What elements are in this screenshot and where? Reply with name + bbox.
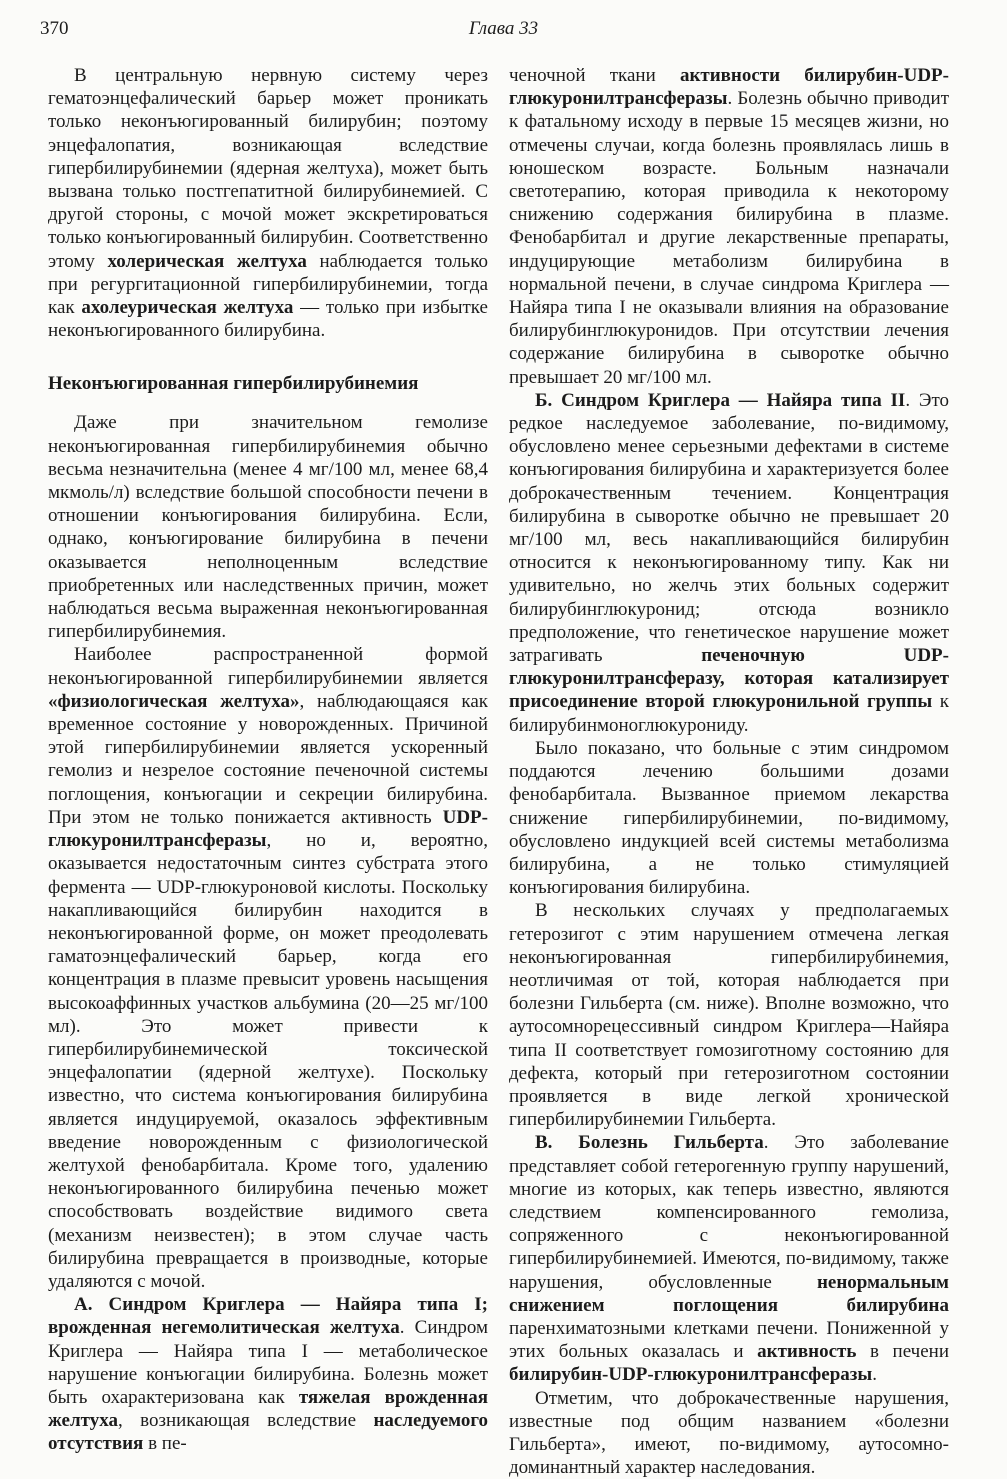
paragraph-crigler-najjar-2: Б. Синдром Криглера — Найяра типа II. Это редкое наследуемое заболевание, по-видимому, обусловлено менее серьезными дефектами в системе конъюгирования билирубина и характеризуется более доброкачественным течением. Концентрация билирубина в сыворотке обычно не превышает 20 мг/100 мл, весь накапливающийся билирубин относится к неконъюгированному типу. Как ни удивительно, но желчь этих больных содержит билирубинглюкуронид; отсюда возникло предположение, что генетическое нарушение может затрагивать печеночную UDP-глюкуронилтрансферазу, которая катализирует присоединение второй глюкуронильной группы к билирубинмоноглюкурониду. <box>509 389 950 736</box>
paragraph-phenobarbital: Было показано, что больные с этим синдромом поддаются лечению большими дозами фенобарбитала. Вызванное приемом лекарства снижение гипербилирубинемии, по-видимому, обусловлено индукцией всей системы метаболизма билирубина, а не только стимуляцией конъюгирования билирубина. <box>509 737 949 899</box>
paragraph-hemolysis: Даже при значительном гемолизе неконъюгированная гипербилирубинемия обычно весьма незначительна (менее 4 мг/100 мл, менее 68,4 мкмоль/л) вследствие большой способности печени в отношении конъюгирования билирубина. Если, однако, конъюгирование билирубина в печени оказывается неполноценным вследствие приобретенных или наследственных причин, может наблюдаться весьма выраженная неконъюгированная гипербилирубинемия. <box>48 412 488 643</box>
paragraph-gilbert: В. Болезнь Гильберта. Это заболевание представляет собой гетерогенную группу нарушений, многие из которых, как теперь известно, являются следствием компенсированного гемолиза, сопряженного с неконъюгированной гипербилирубинемией. Имеются, по-видимому, также нарушения, обусловленные ненормальным снижением поглощения билирубина паренхиматозными клетками печени. Пониженной у этих больных оказалась и активность в печени билирубин-UDP-глюкуронилтрансферазы. <box>509 1132 949 1386</box>
paragraph-crigler-najjar-1-continued: ченочной ткани активности билирубин-UDP-глюкуронилтрансферазы. Болезнь обычно приводит к фатальному исходу в первые 15 месяцев жизни, но отмечены случаи, когда болезнь проявлялась лишь в юношеском возрасте. Больным назначали светотерапию, которая приводила к некоторому снижению содержания билирубина в плазме. Фенобарбитал и другие лекарственные препараты, индуцирующие метаболизм билирубина в нормальной печени, в случае синдрома Криглера — Найяра типа I не оказывали влияния на образование билирубинглюкуронидов. При отсутствии лечения содержание билирубина в сыворотке обычно превышает 20 мг/100 мл. <box>509 65 949 388</box>
section-heading: Неконъюгированная гипербилирубинемия <box>48 373 419 395</box>
paragraph-crigler-najjar-1: А. Синдром Криглера — Найяра типа I; врожденная негемолитическая желтуха. Синдром Криглера — Найяра типа I — метаболическое нарушение конъюгации билирубина. Болезнь может быть охарактеризована как тяжелая врожденная желтуха, возникающая вследствие наследуемого отсутствия в пе- <box>48 1294 488 1455</box>
right-column <box>509 64 949 1479</box>
paragraph-inheritance: Отметим, что доброкачественные нарушения, известные под общим названием «болезни Гильберта», имеют, по-видимому, аутосомно-доминантный характер наследования. <box>509 1387 949 1479</box>
paragraph-cns-barrier: В центральную нервную систему через гематоэнцефалический барьер может проникать только неконъюгированный билирубин; поэтому энцефалопатия, возникающая вследствие гипербилирубинемии (ядерная желтуха), может быть вызвана только постгепатитной билирубинемией. С другой стороны, с мочой может экскретироваться только конъюгированный билирубин. Соответственно этому холерическая желтуха наблюдается только при регургитационной гипербилирубинемии, тогда как ахолеурическая желтуха — только при избытке неконъюгированного билирубина. <box>48 65 488 342</box>
paragraph-physiological-jaundice: Наиболее распространенной формой неконъюгированной гипербилирубинемии является «физиологическая желтуха», наблюдающаяся как временное состояние у новорожденных. Причиной этой гипербилирубинемии является ускоренный гемолиз и незрелое состояние печеночной системы поглощения, конъюгации и секреции билирубина. При этом не только понижается активность UDP-глюкуронилтрансферазы, но и, вероятно, оказывается недостаточным синтез субстрата этого фермента — UDP-глюкуроновой кислоты. Поскольку накапливающийся билирубин находится в неконъюгированной форме, он может преодолевать гаматоэнцефалический барьер, когда его концентрация в плазме превысит уровень насыщения высокоаффинных участков альбумина (20—25 мг/100 мл). Это может привести к гипербилирубинемической токсической энцефалопатии (ядерной желтухе). Поскольку известно, что система конъюгирования билирубина является индуцируемой, оказалось эффективным введение новорожденным с физиологической желтухой фенобарбитала. Кроме того, удалению неконъюгированного билирубина печенью может способствовать воздействие видимого света (механизм неизвестен); в этом случае часть билирубина превращается в производные, которые удаляются с мочой. <box>48 644 488 1292</box>
page-header <box>40 18 967 48</box>
page-number: 370 <box>40 18 69 39</box>
left-column <box>48 64 488 1456</box>
chapter-title: Глава 33 <box>468 18 539 39</box>
paragraph-heterozygotes: В нескольких случаях у предполагаемых гетерозигот с этим нарушением отмечена легкая неконъюгированная гипербилирубинемия, неотличимая от той, которая наблюдается при болезни Гильберта (см. ниже). Вполне возможно, что аутосомнорецессивный синдром Криглера—Найяра типа II соответствует гомозиготному состоянию для дефекта, который при гетерозиготном состоянии проявляется в виде легкой хронической гипербилирубинемии Гильберта. <box>509 900 949 1131</box>
